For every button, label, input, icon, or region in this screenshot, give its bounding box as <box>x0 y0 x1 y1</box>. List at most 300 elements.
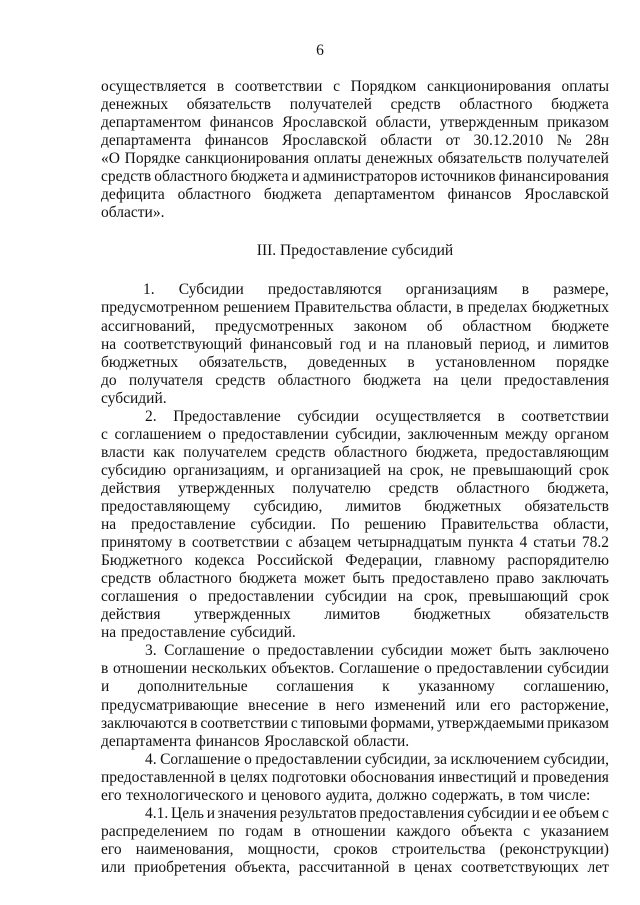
word: результатов <box>279 804 357 822</box>
text-line <box>101 588 609 606</box>
word: бюджета <box>238 570 297 588</box>
word: 3. <box>145 642 157 660</box>
word: в <box>218 768 227 786</box>
word: может <box>303 570 346 588</box>
text-line <box>101 114 609 132</box>
word: 2. <box>145 407 157 425</box>
word: объем <box>559 804 600 822</box>
word: бюджета <box>263 186 322 204</box>
word: предоставления <box>359 804 465 822</box>
word: до <box>101 371 117 389</box>
text-line <box>101 498 609 516</box>
word: получателей <box>526 150 609 168</box>
word: превышающий <box>468 588 569 606</box>
word: строительства <box>391 840 486 858</box>
text-line <box>101 823 609 841</box>
word: плановый <box>406 335 472 353</box>
word: Ярославской <box>264 732 349 750</box>
text-line <box>101 660 609 678</box>
word: органом <box>554 425 609 443</box>
word: лет <box>587 858 609 876</box>
word: с <box>101 425 108 443</box>
text-line <box>101 426 609 444</box>
word: областного <box>177 186 251 204</box>
text-line <box>101 606 609 624</box>
text-line <box>101 787 609 805</box>
word: по <box>218 822 235 840</box>
word: пределах <box>467 299 528 317</box>
word: наименования, <box>135 840 234 858</box>
word: Предоставление <box>173 407 281 425</box>
word: о <box>208 425 216 443</box>
word: области. <box>353 732 410 750</box>
word: его <box>101 786 122 804</box>
word: бюджете <box>551 317 609 335</box>
word: области, <box>375 114 432 132</box>
word: право <box>496 570 535 588</box>
word: власти <box>101 443 145 461</box>
word: предоставление <box>130 516 236 534</box>
word: изменений <box>374 696 446 714</box>
word: подготовки <box>271 768 347 786</box>
word: установленном <box>435 353 536 371</box>
numbered-paragraph <box>101 751 609 805</box>
word: финансов <box>195 732 260 750</box>
word: получателю <box>292 479 371 497</box>
text-line <box>101 480 609 498</box>
word: утвержденных <box>194 606 291 624</box>
word: обязательств <box>524 497 609 515</box>
word: бюджетных <box>424 497 502 515</box>
word: утвержденных <box>178 479 275 497</box>
word: и <box>206 804 215 822</box>
word: срок, <box>409 461 444 479</box>
word: областного <box>154 168 228 186</box>
word: с <box>602 804 609 822</box>
text-line <box>101 751 609 769</box>
text-line <box>101 715 609 733</box>
text-line <box>101 78 609 96</box>
word: области, <box>396 299 452 317</box>
word: 78.2 <box>581 534 609 552</box>
word: области <box>380 132 433 150</box>
word: содержать, <box>431 786 504 804</box>
word: денежных <box>365 150 433 168</box>
word: предоставленной <box>101 768 215 786</box>
word: том <box>519 786 544 804</box>
word: на <box>101 516 117 534</box>
word: аудита, <box>325 786 373 804</box>
numbered-paragraph <box>101 408 609 643</box>
word: бюджетных <box>413 606 491 624</box>
word: Порядке <box>124 150 181 168</box>
word: на <box>433 371 449 389</box>
word: бюджета <box>230 168 289 186</box>
word: предоставлении <box>207 588 315 606</box>
word: субсидии, <box>364 750 431 768</box>
word: департамента <box>101 132 192 150</box>
text-line <box>101 859 609 877</box>
word: заключать <box>541 570 609 588</box>
word: Соглашение <box>164 642 245 660</box>
word: субсидию <box>101 461 167 479</box>
text-line <box>101 318 609 336</box>
word: Ярославской <box>524 186 609 204</box>
word: как <box>153 443 175 461</box>
word: бюджета <box>551 96 609 114</box>
text-line <box>101 697 609 715</box>
word: пункта <box>467 534 514 552</box>
word: него <box>335 696 365 714</box>
word: объекта <box>461 822 513 840</box>
word: дополнительные <box>137 678 248 696</box>
word: финансирования <box>498 168 609 186</box>
word: сроков <box>333 840 378 858</box>
word: утвержденным <box>439 114 539 132</box>
word: средств <box>275 443 326 461</box>
word: 4. <box>145 750 157 768</box>
word: его <box>101 840 122 858</box>
word: получателей <box>289 96 372 114</box>
word: обоснования <box>350 768 435 786</box>
word: в <box>521 281 530 299</box>
word: обязательств <box>186 96 272 114</box>
word: и <box>520 768 529 786</box>
word: его <box>490 696 511 714</box>
word: абзацем <box>298 534 352 552</box>
word: приказом <box>547 714 609 732</box>
word: мощности, <box>247 840 320 858</box>
word: Цель <box>171 804 204 822</box>
word: предусмотренных <box>215 317 334 335</box>
word: об <box>426 317 443 335</box>
word: указанием <box>540 822 609 840</box>
word: распределением <box>101 822 208 840</box>
word: объектов. <box>271 660 335 678</box>
word: областного <box>158 570 232 588</box>
word: субсидию, <box>253 497 323 515</box>
word: и <box>291 168 300 186</box>
text-line <box>101 534 609 552</box>
word: Правительства <box>440 516 539 534</box>
word: в <box>318 696 326 714</box>
word: инвестиций <box>438 768 517 786</box>
word: соответствии <box>200 714 288 732</box>
text-line <box>101 624 609 642</box>
text-line <box>101 390 609 408</box>
word: и <box>248 786 257 804</box>
word: обязательств, <box>198 353 288 371</box>
word: ценах <box>414 858 453 876</box>
word: на <box>101 335 117 353</box>
word: период, <box>479 335 530 353</box>
numbered-paragraph <box>101 805 609 877</box>
word: утверждаемыми <box>437 714 545 732</box>
word: рассчитанной <box>298 858 390 876</box>
word: бюджетных <box>101 353 179 371</box>
text-line <box>101 408 609 426</box>
word: и <box>531 804 540 822</box>
text-line <box>101 372 609 390</box>
word: соглашением <box>114 425 202 443</box>
word: источников <box>420 168 496 186</box>
word: целях <box>230 768 268 786</box>
word: цели <box>460 371 492 389</box>
word: лимитов <box>553 335 609 353</box>
paragraph <box>101 78 609 222</box>
word: и <box>537 335 546 353</box>
word: действия <box>101 606 161 624</box>
text-line <box>101 132 609 150</box>
word: субсидии <box>547 660 609 678</box>
word: соглашения <box>101 588 179 606</box>
word: 28н <box>585 132 609 150</box>
word: порядке <box>556 353 609 371</box>
numbered-paragraph <box>101 281 609 407</box>
word: в <box>101 660 109 678</box>
word: срок <box>579 461 609 479</box>
word: о <box>244 750 252 768</box>
word: финансов <box>204 132 269 150</box>
word: бюджета, <box>415 443 478 461</box>
word: областного <box>456 479 530 497</box>
word: организациям, <box>172 461 269 479</box>
word: на <box>384 335 400 353</box>
word: денежных <box>101 96 169 114</box>
word: в <box>497 407 505 425</box>
numbered-paragraph <box>101 642 609 750</box>
word: заключаются <box>101 714 188 732</box>
word: к <box>382 678 390 696</box>
word: срок <box>579 588 609 606</box>
word: По <box>330 516 350 534</box>
text-line <box>101 769 609 787</box>
word: объекта, <box>234 858 290 876</box>
word: средств <box>388 479 439 497</box>
word: о <box>252 642 260 660</box>
text-line <box>101 168 609 186</box>
word: с <box>290 714 298 732</box>
word: каждого <box>396 822 451 840</box>
word: финансовый <box>249 335 333 353</box>
word: бюджетных <box>531 299 609 317</box>
text-line <box>101 299 609 317</box>
word: получателем <box>183 443 267 461</box>
word: превышающий <box>472 461 573 479</box>
word: в <box>190 714 198 732</box>
text-line <box>101 204 609 222</box>
word: департамента <box>101 732 192 750</box>
text-line <box>101 570 609 588</box>
word: предоставление <box>120 624 226 642</box>
word: в <box>293 822 301 840</box>
word: предоставлении <box>436 660 543 678</box>
word: на <box>101 624 117 642</box>
text-line <box>101 281 609 299</box>
word: соответствии <box>234 78 323 95</box>
text-line <box>101 444 609 462</box>
word: исключением <box>450 750 540 768</box>
word: организациям <box>405 281 498 299</box>
word: лимитов <box>324 606 381 624</box>
word: или <box>455 696 481 714</box>
word: в <box>507 786 516 804</box>
word: 4 <box>519 534 528 552</box>
word: за <box>434 750 448 768</box>
word: приобретения <box>134 858 227 876</box>
word: предоставляющему <box>101 497 231 515</box>
word: в <box>398 858 406 876</box>
word: в <box>456 299 464 317</box>
text-line <box>101 186 609 204</box>
word: предоставлено <box>391 570 490 588</box>
word: решению <box>364 516 427 534</box>
word: и <box>101 678 110 696</box>
word: и <box>368 335 377 353</box>
word: срок, <box>423 588 458 606</box>
word: 1. <box>143 281 155 299</box>
word: не <box>450 461 466 479</box>
word: субсидии <box>467 804 529 822</box>
word: оплаты <box>561 78 609 95</box>
text-line <box>101 336 609 354</box>
word: ее <box>542 804 557 822</box>
word: числе: <box>548 786 591 804</box>
word: на <box>387 461 403 479</box>
word: бюджета, <box>547 479 609 497</box>
word: между <box>504 425 549 443</box>
word: доведенных <box>307 353 387 371</box>
text-line <box>101 516 609 534</box>
word: соответствии <box>521 407 609 425</box>
word: на <box>397 588 413 606</box>
word: типовыми <box>300 714 368 732</box>
word: или <box>101 858 126 876</box>
text-line <box>101 805 609 823</box>
word: указанному <box>418 678 495 696</box>
word: четырнадцатым <box>357 534 462 552</box>
word: и <box>275 461 284 479</box>
word: предоставлении <box>222 425 329 443</box>
word: финансов <box>209 114 274 132</box>
word: формами, <box>370 714 435 732</box>
text-line <box>101 552 609 570</box>
word: предоставления <box>504 371 609 389</box>
text-line <box>101 462 609 480</box>
word: (реконструкции) <box>499 840 609 858</box>
word: 4.1. <box>145 804 169 822</box>
word: ассигнований, <box>101 317 196 335</box>
word: в <box>407 353 415 371</box>
text-line <box>101 150 609 168</box>
page-number: 6 <box>316 42 324 59</box>
word: департаментом <box>101 114 202 132</box>
word: распорядителю <box>507 552 609 570</box>
word: может <box>450 642 492 660</box>
word: областного <box>334 443 408 461</box>
word: действия <box>101 479 161 497</box>
word: быть <box>499 642 532 660</box>
word: субсидии, <box>543 750 609 768</box>
word: средств <box>101 168 152 186</box>
word: предоставляющим <box>485 443 609 461</box>
word: «О <box>101 150 120 168</box>
word: ценового <box>261 786 322 804</box>
word: средств <box>390 96 441 114</box>
word: принятому <box>101 534 173 552</box>
word: администраторов <box>302 168 418 186</box>
word: 30.12.2010 <box>473 132 544 150</box>
word: санкционирования <box>185 150 310 168</box>
text-line <box>101 841 609 859</box>
word: соглашения <box>276 678 354 696</box>
word: о <box>189 588 198 606</box>
word: департаментом <box>334 186 435 204</box>
word: Ярославской <box>282 132 367 150</box>
word: обязательств <box>524 606 609 624</box>
word: обязательств <box>437 150 523 168</box>
word: осуществляется <box>375 407 481 425</box>
word: соответствующих <box>461 858 579 876</box>
word: дефицита <box>101 186 165 204</box>
text-line <box>101 96 609 114</box>
word: средств <box>101 570 152 588</box>
word: заключенным <box>407 425 499 443</box>
word: Бюджетного <box>101 552 183 570</box>
word: предоставлении <box>255 750 362 768</box>
word: № <box>556 132 572 150</box>
word: год <box>339 335 361 353</box>
word: расторжение, <box>520 696 609 714</box>
word: финансов <box>447 186 512 204</box>
word: отношении <box>112 660 188 678</box>
document-body <box>101 78 609 877</box>
word: значения <box>217 804 277 822</box>
word: предусматривающие <box>101 696 239 714</box>
word: области». <box>101 204 165 222</box>
word: Субсидии <box>178 281 244 299</box>
word: главному <box>434 552 496 570</box>
word: проведения <box>532 768 609 786</box>
word: субсидий. <box>230 624 296 642</box>
word: Порядком <box>350 78 417 95</box>
text-line <box>101 642 609 660</box>
word: предоставляются <box>267 281 382 299</box>
word: в <box>178 534 186 552</box>
word: получателя <box>128 371 203 389</box>
word: с <box>333 78 340 95</box>
word: в <box>216 78 225 95</box>
word: Соглашение <box>160 750 241 768</box>
word: Ярославской <box>282 114 367 132</box>
word: предоставлении <box>267 642 374 660</box>
word: заключено <box>539 642 609 660</box>
word: внесение <box>248 696 309 714</box>
text-line <box>101 733 609 751</box>
word: санкционирования <box>426 78 551 95</box>
word: организацией <box>290 461 381 479</box>
word: предусмотренном <box>101 299 220 317</box>
word: оплаты <box>313 150 362 168</box>
word: средств <box>215 371 266 389</box>
section-heading: III. Предоставление субсидий <box>256 242 454 260</box>
text-line <box>101 678 609 696</box>
word: быть <box>352 570 385 588</box>
word: Российской <box>256 552 334 570</box>
word: областном <box>462 317 532 335</box>
word: нескольких <box>191 660 267 678</box>
word: должно <box>377 786 428 804</box>
